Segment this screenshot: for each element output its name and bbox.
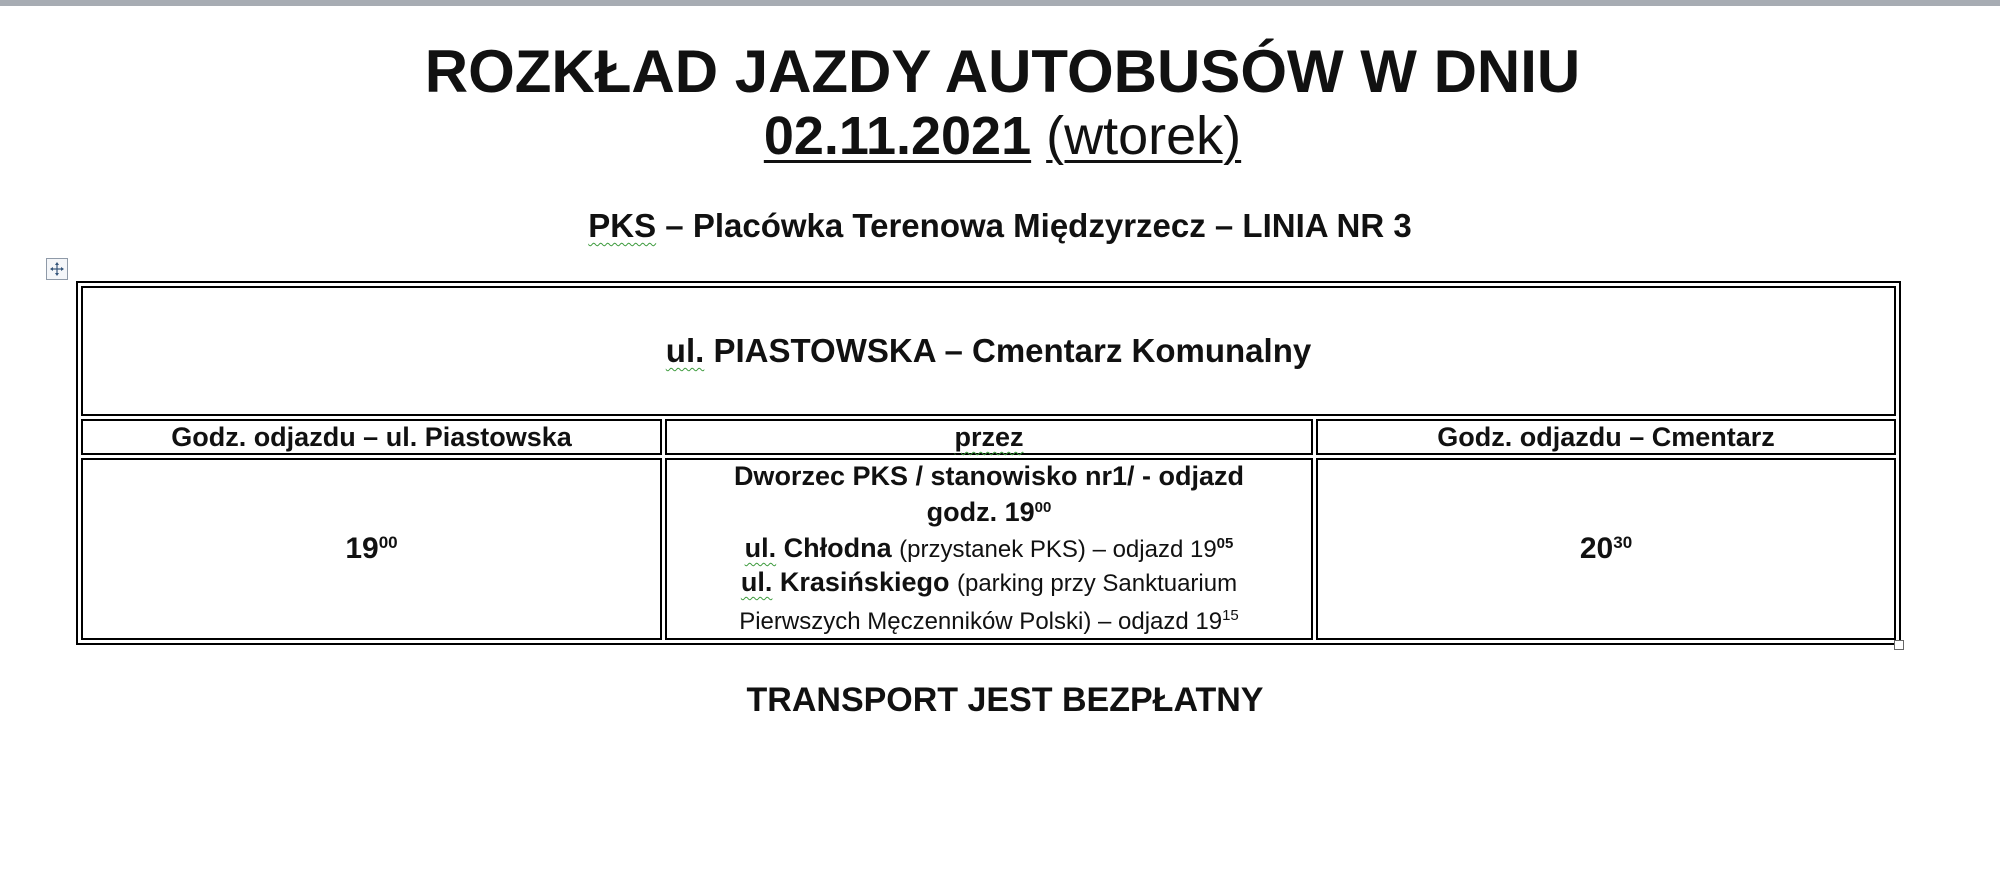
header-departure-return: Godz. odjazdu – Cmentarz [1316,419,1896,455]
via-stop-3 [671,566,1307,600]
return-time-cell [1316,458,1896,640]
four-arrow-move-icon [49,261,65,277]
via-stop-2 [671,528,1307,566]
header-via-label: przez [954,422,1024,452]
via-stop-2-detail: (przystanek PKS) – odjazd 19 [899,536,1217,563]
subtitle-text: – Placówka Terenowa Międzyrzecz – LINIA NR 3 [665,207,1412,244]
via-cell [665,458,1313,640]
header-row [81,419,1896,455]
via-stop-3-name: Krasińskiego [779,567,950,597]
departure-time [345,532,397,565]
return-minute: 30 [1613,533,1633,552]
header-departure-from: Godz. odjazdu – ul. Piastowska [81,419,662,455]
route-prefix: ul. [665,332,705,369]
via-stop-1-minute: 00 [1034,499,1052,516]
page-title: ROZKŁAD JAZDY AUTOBUSÓW W DNIU [424,38,1581,105]
schedule-table [76,281,1901,645]
window-top-bar [0,0,2000,6]
via-stop-2-prefix: ul. [744,533,777,563]
via-stop-1: Dworzec PKS / stanowisko nr1/ - odjazd [733,461,1245,491]
departure-minute: 00 [378,533,398,552]
departure-hour: 19 [345,532,379,565]
via-stop-1-hour: godz. 19 [926,497,1035,527]
subtitle-operator: PKS [588,207,657,244]
via-stop-2-name: Chłodna [783,533,892,563]
via-stop-3-detail-a: (parking przy Sanktuarium [956,570,1238,597]
table-row [81,458,1896,640]
footer-note: TRANSPORT JEST BEZPŁATNY [746,681,1264,719]
schedule-day: (wtorek) [1046,106,1242,166]
return-hour: 20 [1579,532,1614,565]
table-move-handle[interactable] [46,258,68,280]
route-name: PIASTOWSKA – Cmentarz Komunalny [713,332,1312,369]
via-stop-2-minute: 05 [1216,535,1234,552]
departure-time-cell [81,458,662,640]
via-stop-3-minute: 15 [1222,607,1239,624]
date-line [0,104,2000,168]
line-subtitle [0,206,2000,246]
header-via [665,419,1313,455]
via-stop-1-time [671,492,1307,528]
return-time [1580,532,1632,565]
route-row [81,286,1896,416]
via-stop-3-prefix: ul. [740,567,773,597]
route-cell [81,286,1896,416]
via-stop-3-detail-b: Pierwszych Męczenników Polski) – odjazd 19 [739,608,1223,635]
table-resize-handle[interactable] [1894,640,1904,650]
schedule-date: 02.11.2021 [763,106,1032,166]
via-stop-3-line2 [671,600,1307,638]
